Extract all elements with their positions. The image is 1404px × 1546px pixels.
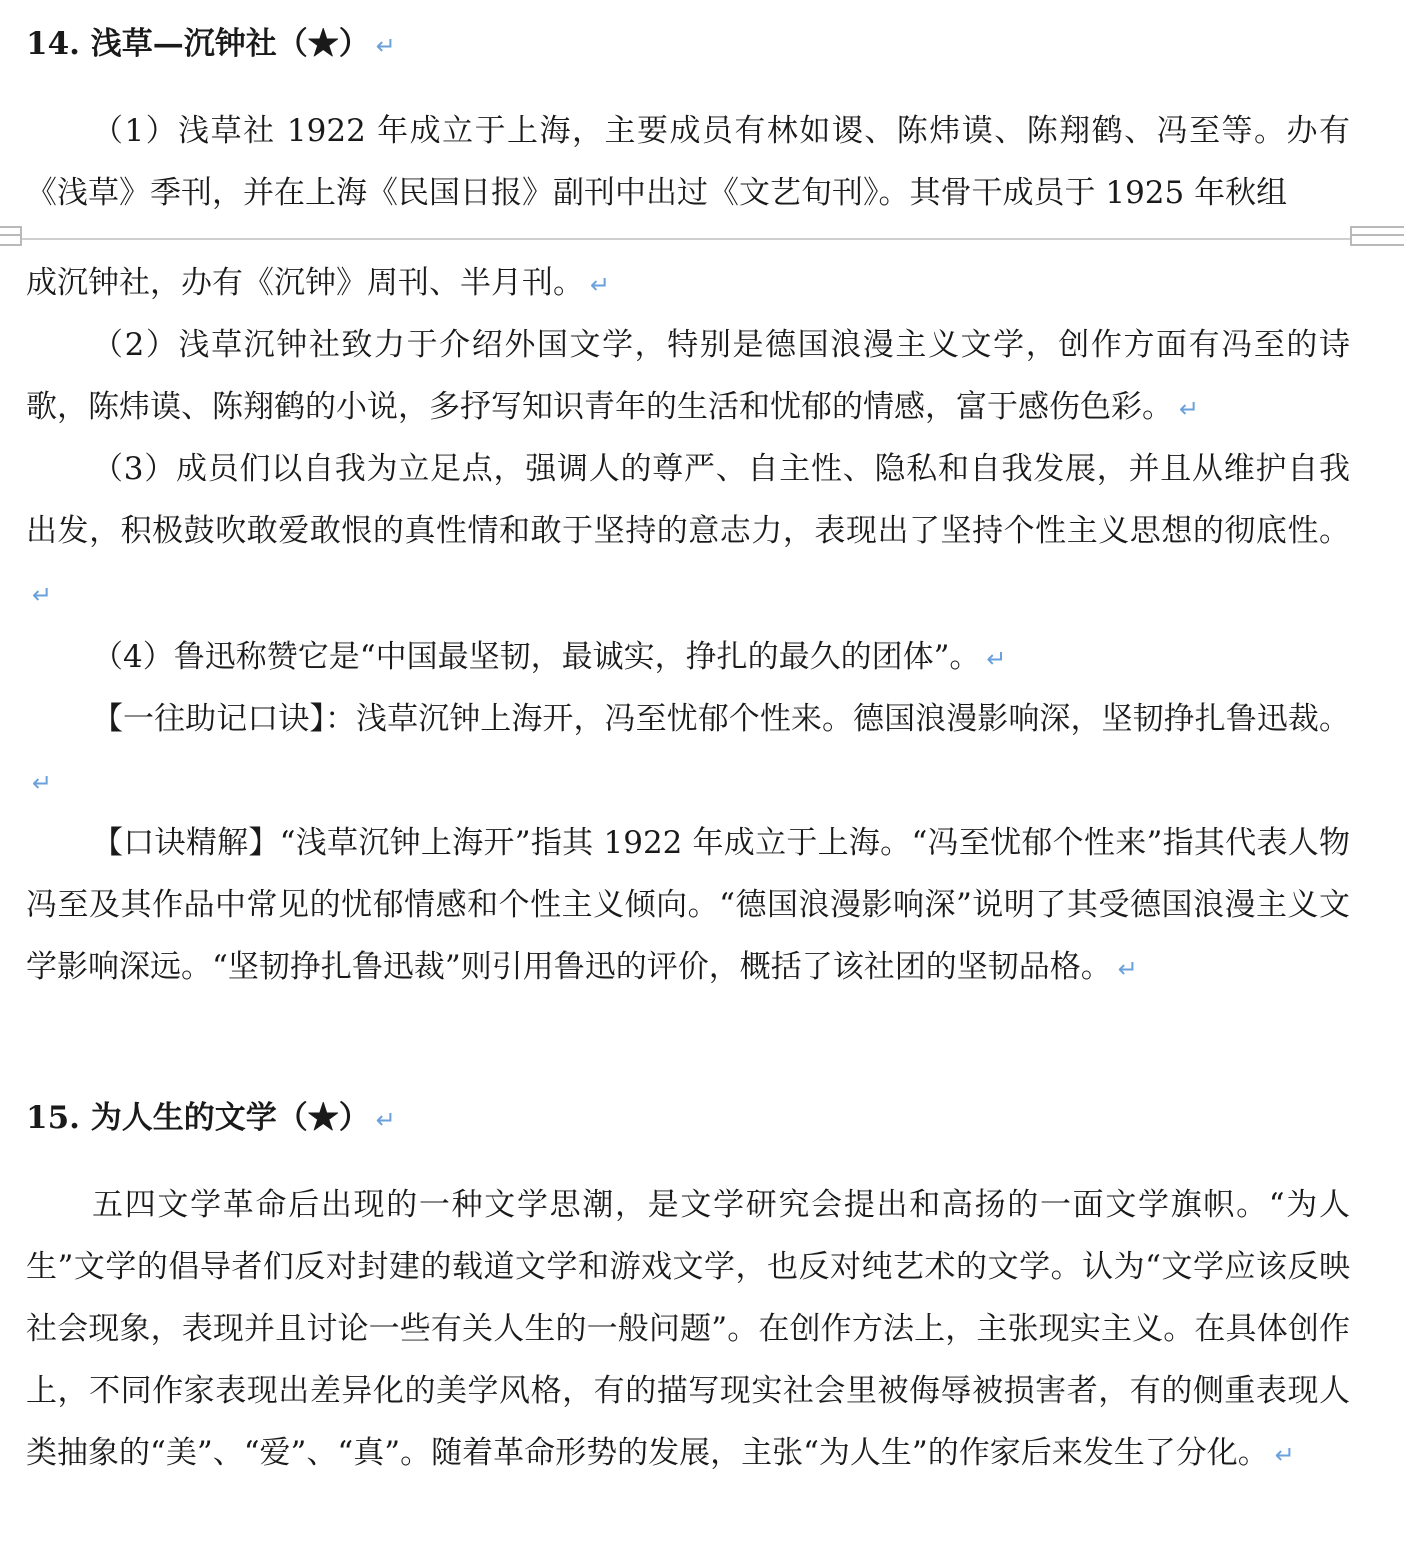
section-14-paragraph-2-text: （2）浅草沉钟社致力于介绍外国文学，特别是德国浪漫主义文学，创作方面有冯至的诗歌，陈炜谟、陈翔鹤的小说，多抒写知识青年的生活和忧郁的情感，富于感伤色彩。 [26,327,1350,425]
section-15-heading [26,1098,396,1140]
paragraph-mark-icon: ↵ [1179,395,1200,423]
section-15-paragraph-1-text: 五四文学革命后出现的一种文学思潮，是文学研究会提出和高扬的一面文学旗帜。“为人生”文学的倡导者们反对封建的载道文学和游戏文学，也反对纯艺术的文学。认为“文学应该反映社会现象，表现并且讨论一些有关人生的一般问题”。在创作方法上，主张现实主义。在具体创作上，不同作家表现出差异化的美学风格，有的描写现实社会里被侮辱被损害者，有的侧重表现人类抽象的“美”、“爱”、“真”。随着革命形势的发展，主张“为人生”的作家后来发生了分化。 [26,1187,1350,1471]
paragraph-mark-icon: ↵ [590,271,611,299]
paragraph-mark-icon: ↵ [1117,955,1138,983]
section-14-paragraph-1-bottom-text: 成沉钟社，办有《沉钟》周刊、半月刊。 [26,265,584,301]
section-14-paragraph-1-top-text: （1）浅草社 1922 年成立于上海，主要成员有林如谡、陈炜谟、陈翔鹤、冯至等。办有《浅草》季刊，并在上海《民国日报》副刊中出过《文艺旬刊》。其骨干成员于 1925 年秋组 [26,113,1350,211]
section-14-heading-text: 14. 浅草—沉钟社（★） [26,26,370,62]
section-14-paragraph-4-text: （4）鲁迅称赞它是“中国最坚韧，最诚实，挣扎的最久的团体”。 [92,639,981,675]
paragraph-mark-icon: ↵ [986,645,1007,673]
section-15-heading-text: 15. 为人生的文学（★） [26,1100,370,1136]
section-14-explanation [26,812,1350,1000]
section-14-paragraph-3 [26,438,1350,626]
section-14-paragraph-1-bottom [26,252,1350,316]
section-14-paragraph-2 [26,314,1350,440]
section-14-explanation-text: 【口诀精解】“浅草沉钟上海开”指其 1922 年成立于上海。“冯至忧郁个性来”指其代表人物冯至及其作品中常见的忧郁情感和个性主义倾向。“德国浪漫影响深”说明了其受德国浪漫主义文学影响深远。“坚韧挣扎鲁迅裁”则引用鲁迅的评价，概括了该社团的坚韧品格。 [26,825,1350,985]
paragraph-mark-icon: ↵ [32,769,53,797]
paragraph-mark-icon: ↵ [375,1106,396,1134]
section-14-paragraph-3-text: （3）成员们以自我为立足点，强调人的尊严、自主性、隐私和自我发展，并且从维护自我出发，积极鼓吹敢爱敢恨的真性情和敢于坚持的意志力，表现出了坚持个性主义思想的彻底性。 [26,451,1350,549]
section-14-heading [26,24,396,66]
section-14-paragraph-4 [26,626,1350,690]
page-break-gap [0,240,1404,250]
paragraph-mark-icon: ↵ [375,32,396,60]
section-14-mnemonic [26,688,1350,814]
section-14-paragraph-1-top [26,100,1350,224]
paragraph-mark-icon: ↵ [1274,1441,1295,1469]
page-corner-left-handle [0,226,22,246]
page-corner-right-handle [1350,226,1404,246]
paragraph-mark-icon: ↵ [32,581,53,609]
section-14-mnemonic-text: 【一往助记口诀】：浅草沉钟上海开，冯至忧郁个性来。德国浪漫影响深，坚韧挣扎鲁迅裁。 [92,701,1350,737]
section-15-paragraph-1 [26,1174,1350,1486]
